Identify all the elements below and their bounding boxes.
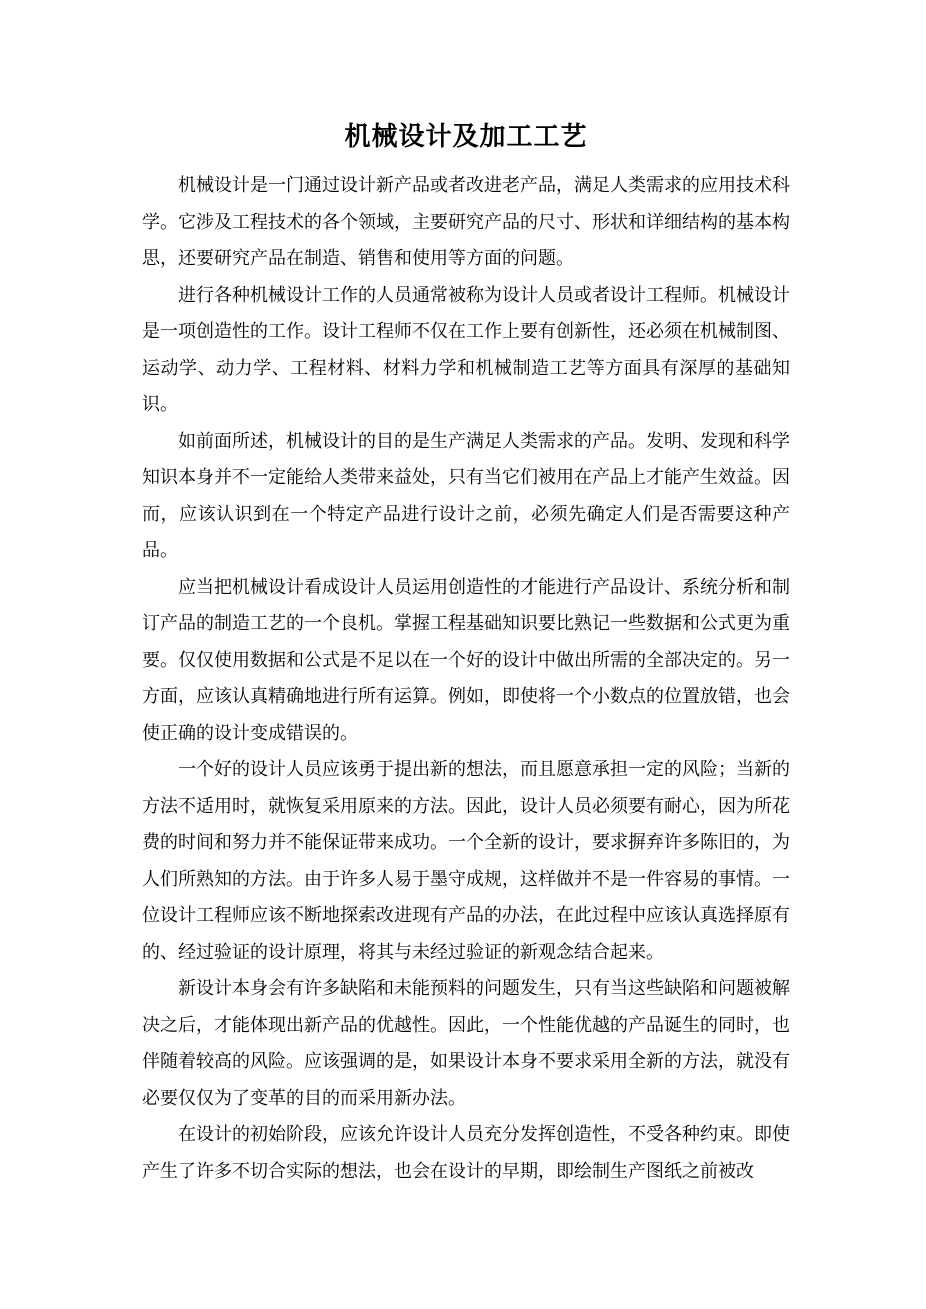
document-title: 机械设计及加工工艺: [344, 122, 588, 152]
paragraph-3: 如前面所述，机械设计的目的是生产满足人类需求的产品。发明、发现和科学知识本身并不一定能给人类带来益处，只有当它们被用在产品上才能产生效益。因而，应该认识到在一个特定产品进行设计之前，必须先确定人们是否需要这种产品。: [142, 430, 790, 561]
paragraph-7: 在设计的初始阶段，应该允许设计人员充分发挥创造性，不受各种约束。即使产生了许多不切合实际的想法，也会在设计的早期，即绘制生产图纸之前被改: [142, 1124, 790, 1182]
paragraph-6: 新设计本身会有许多缺陷和未能预料的问题发生，只有当这些缺陷和问题被解决之后，才能体现出新产品的优越性。因此，一个性能优越的产品诞生的同时，也伴随着较高的风险。应该强调的是，如果设计本身不要求采用全新的方法，就没有必要仅仅为了变革的目的而采用新办法。: [142, 978, 790, 1109]
paragraph-2: 进行各种机械设计工作的人员通常被称为设计人员或者设计工程师。机械设计是一项创造性的工作。设计工程师不仅在工作上要有创新性，还必须在机械制图、运动学、动力学、工程材料、材料力学和机械制造工艺等方面具有深厚的基础知识。: [142, 284, 790, 415]
paragraph-4: 应当把机械设计看成设计人员运用创造性的才能进行产品设计、系统分析和制订产品的制造工艺的一个良机。掌握工程基础知识要比熟记一些数据和公式更为重要。仅仅使用数据和公式是不足以在一个好的设计中做出所需的全部决定的。另一方面，应该认真精确地进行所有运算。例如，即使将一个小数点的位置放错，也会使正确的设计变成错误的。: [142, 576, 790, 744]
paragraph-5: 一个好的设计人员应该勇于提出新的想法，而且愿意承担一定的风险；当新的方法不适用时，就恢复采用原来的方法。因此，设计人员必须要有耐心，因为所花费的时间和努力并不能保证带来成功。一个全新的设计，要求摒弃许多陈旧的，为人们所熟知的方法。由于许多人易于墨守成规，这样做并不是一件容易的事情。一位设计工程师应该不断地探索改进现有产品的办法，在此过程中应该认真选择原有的、经过验证的设计原理，将其与未经过验证的新观念结合起来。: [142, 759, 790, 963]
paragraph-1: 机械设计是一门通过设计新产品或者改进老产品，满足人类需求的应用技术科学。它涉及工程技术的各个领域，主要研究产品的尺寸、形状和详细结构的基本构思，还要研究产品在制造、销售和使用等方面的问题。: [142, 175, 790, 269]
document-page: [142, 112, 790, 1190]
